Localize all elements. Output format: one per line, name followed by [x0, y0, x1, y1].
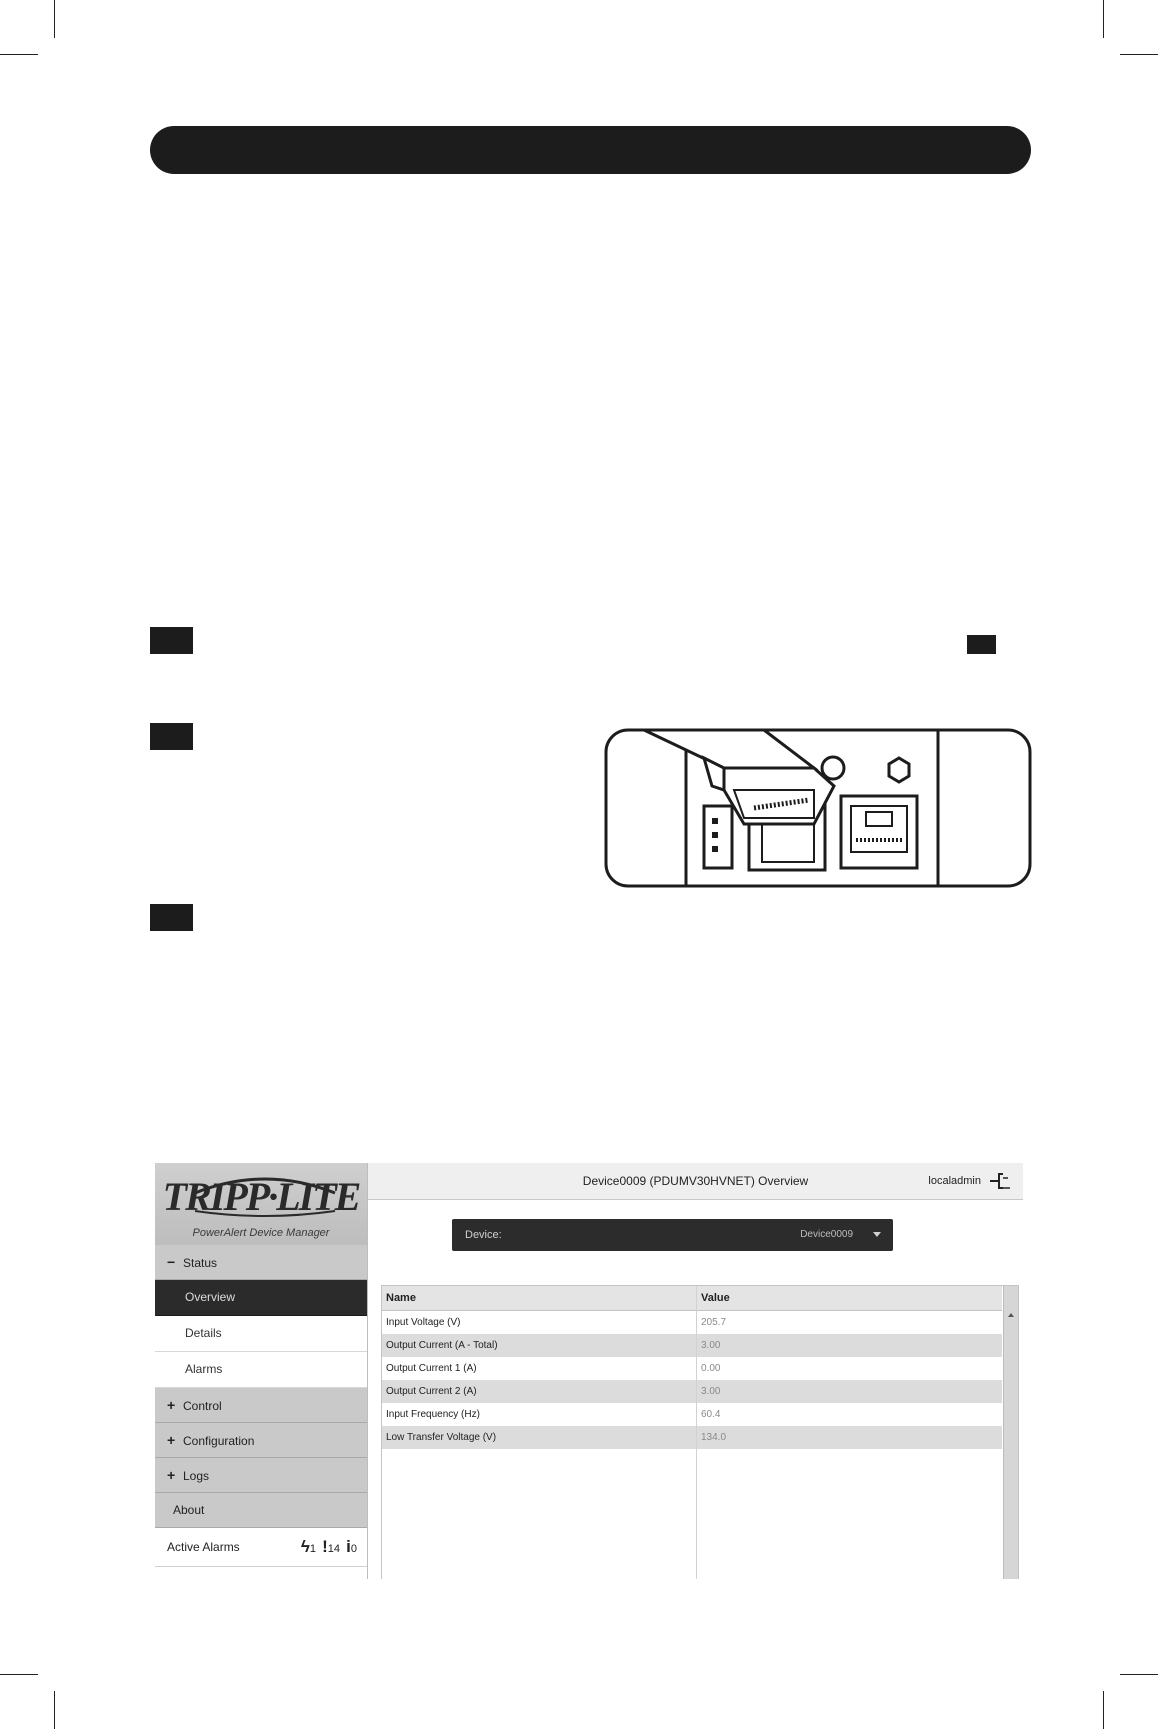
network-port-illustration — [604, 728, 1032, 888]
active-alarms-row[interactable] — [155, 1528, 367, 1567]
cell-name: Output Current 1 (A) — [386, 1363, 477, 1374]
nav-section-label: Logs — [183, 1469, 210, 1483]
expand-icon: + — [167, 1467, 176, 1483]
brand-logo — [155, 1163, 367, 1245]
nav-item-alarms[interactable] — [155, 1352, 367, 1388]
top-bar — [368, 1163, 1023, 1200]
cell-name: Input Voltage (V) — [386, 1317, 461, 1328]
step-marker — [150, 723, 193, 750]
poweralert-screenshot — [155, 1163, 1023, 1579]
nav-item-overview[interactable] — [155, 1280, 367, 1316]
page-title: Device0009 (PDUMV30HVNET) Overview — [582, 1174, 809, 1188]
brand-subtitle: PowerAlert Device Manager — [192, 1227, 330, 1239]
table-scrollbar[interactable] — [1003, 1286, 1018, 1579]
cell-value: 3.00 — [701, 1386, 721, 1397]
step-marker — [150, 627, 193, 654]
nav-section-configuration[interactable] — [155, 1423, 367, 1458]
cell-value: 134.0 — [701, 1432, 727, 1443]
device-selector-value: Device0009 — [800, 1229, 853, 1240]
warning-alarm-count: 14 — [327, 1543, 341, 1555]
device-selector-label: Device: — [465, 1229, 502, 1241]
table-row — [382, 1357, 1002, 1380]
info-alarm-count: 0 — [350, 1543, 357, 1555]
chevron-down-icon[interactable] — [873, 1232, 881, 1237]
cell-name: Output Current 2 (A) — [386, 1386, 477, 1397]
nav-item-label: About — [173, 1503, 205, 1517]
nav-item-label: Details — [185, 1326, 222, 1340]
cell-value: 0.00 — [701, 1363, 721, 1374]
crop-mark — [54, 1691, 55, 1729]
crop-mark — [0, 1674, 38, 1675]
nav-section-label: Control — [183, 1399, 222, 1413]
table-row — [382, 1426, 1002, 1449]
username: localadmin — [928, 1175, 981, 1187]
overview-table — [381, 1285, 1019, 1579]
critical-alarm-count: 1 — [309, 1543, 316, 1555]
alarm-counts — [301, 1528, 357, 1568]
column-header-name[interactable]: Name — [386, 1292, 416, 1304]
table-row — [382, 1311, 1002, 1334]
collapse-icon: − — [167, 1254, 176, 1270]
active-alarms-label: Active Alarms — [167, 1540, 240, 1554]
step-marker — [967, 635, 996, 654]
nav-section-logs[interactable] — [155, 1458, 367, 1493]
sidebar — [155, 1163, 368, 1579]
column-divider — [696, 1286, 697, 1579]
info-icon: i — [346, 1537, 351, 1556]
nav-item-about[interactable] — [155, 1493, 367, 1528]
nav-section-label: Configuration — [183, 1434, 255, 1448]
brand-wordmark: TRIPP·LITE — [162, 1174, 360, 1219]
cell-name: Output Current (A - Total) — [386, 1340, 498, 1351]
crop-mark — [1120, 1674, 1158, 1675]
crop-mark — [54, 0, 55, 38]
table-row — [382, 1334, 1002, 1357]
nav-section-control[interactable] — [155, 1388, 367, 1423]
cell-value: 60.4 — [701, 1409, 721, 1420]
cell-value: 205.7 — [701, 1317, 727, 1328]
nav-section-status[interactable] — [155, 1245, 367, 1280]
crop-mark — [1120, 54, 1158, 55]
table-row — [382, 1380, 1002, 1403]
crop-mark — [1103, 1691, 1104, 1729]
nav-item-details[interactable] — [155, 1316, 367, 1352]
step-marker — [150, 904, 193, 931]
table-header — [382, 1286, 1002, 1311]
nav-item-label: Alarms — [185, 1362, 223, 1376]
logout-icon[interactable] — [989, 1172, 1011, 1190]
device-selector[interactable] — [452, 1219, 893, 1251]
expand-icon: + — [167, 1432, 176, 1448]
column-header-value[interactable]: Value — [701, 1292, 730, 1304]
nav-section-label: Status — [183, 1256, 218, 1270]
exclamation-icon: ! — [322, 1537, 328, 1556]
lightning-icon: ϟ — [300, 1537, 310, 1556]
expand-icon: + — [167, 1397, 176, 1413]
cell-value: 3.00 — [701, 1340, 721, 1351]
scroll-up-icon[interactable] — [1008, 1313, 1014, 1317]
section-header-bar — [150, 126, 1031, 174]
crop-mark — [1103, 0, 1104, 38]
crop-mark — [0, 54, 38, 55]
table-row — [382, 1403, 1002, 1426]
cell-name: Input Frequency (Hz) — [386, 1409, 480, 1420]
cell-name: Low Transfer Voltage (V) — [386, 1432, 497, 1443]
nav-item-label: Overview — [185, 1290, 236, 1304]
